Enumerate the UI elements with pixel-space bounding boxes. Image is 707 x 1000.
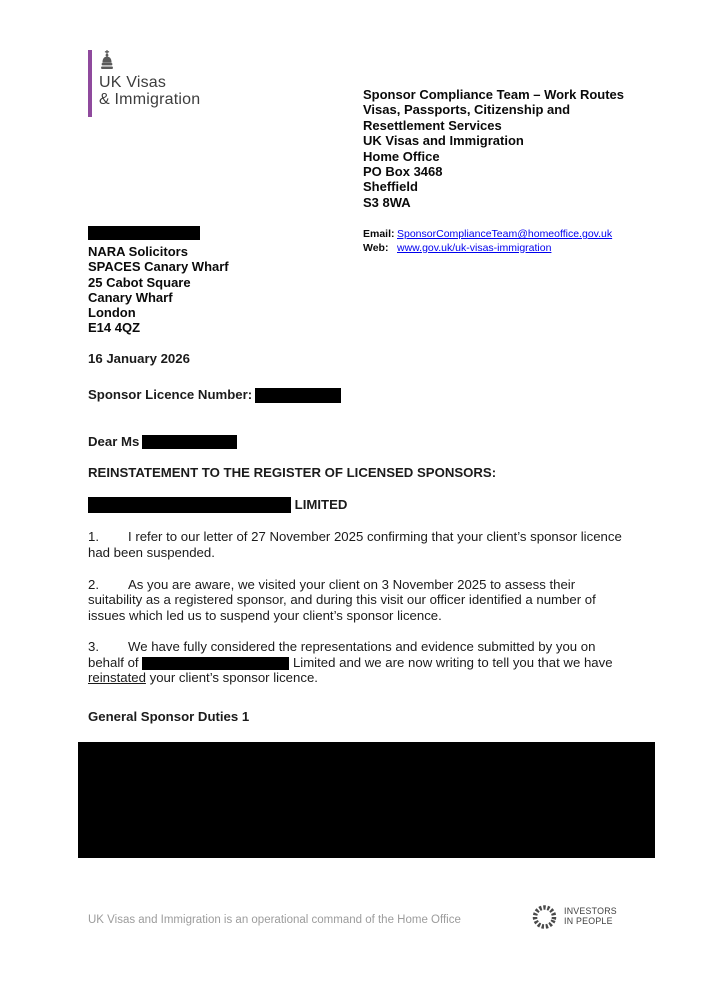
- logo-line2: & Immigration: [99, 90, 201, 108]
- recipient-line: 25 Cabot Square: [88, 274, 191, 290]
- subject-heading: REINSTATEMENT TO THE REGISTER OF LICENSED SPONSORS:: [88, 465, 497, 481]
- iip-text: [564, 907, 617, 927]
- paragraph-number: 1.: [88, 529, 99, 545]
- footer-disclaimer: UK Visas and Immigration is an operational command of the Home Office: [88, 914, 461, 926]
- underlined-word: reinstated: [88, 670, 146, 686]
- paragraph-text: As you are aware, we visited your client on 3 November 2025 to assess their suitability as a registered sponsor, and during this visit our officer identified a number of issues which led us to suspend your client’s sponsor licence.: [88, 576, 596, 623]
- sender-address: [363, 87, 624, 210]
- contact-email-row: [363, 228, 612, 242]
- contact-web-row: [363, 242, 612, 256]
- email-link[interactable]: SponsorComplianceTeam@homeoffice.gov.uk: [397, 228, 613, 240]
- recipient-line: Canary Wharf: [88, 289, 173, 305]
- sender-line: Sheffield: [363, 179, 418, 195]
- web-link[interactable]: www.gov.uk/uk-visas-immigration: [397, 241, 552, 254]
- salutation-prefix: Dear Ms: [88, 433, 140, 449]
- recipient-address: [88, 226, 229, 336]
- paragraph-text: Limited and we are now writing to tell you that we have: [292, 654, 613, 670]
- investors-in-people-logo: [531, 901, 617, 933]
- web-label: Web:: [363, 241, 389, 254]
- paragraph-text: I refer to our letter of 27 November 2025 confirming that your client’s sponsor licence had been suspended.: [88, 529, 622, 560]
- salutation-line: [88, 434, 633, 450]
- iip-line2: IN PEOPLE: [564, 916, 613, 926]
- sender-line: UK Visas and Immigration: [363, 133, 524, 149]
- paragraph-1: [88, 529, 633, 560]
- recipient-line: NARA Solicitors: [88, 244, 188, 259]
- paragraph-number: 3.: [88, 639, 99, 655]
- sender-line: S3 8WA: [363, 194, 411, 210]
- redacted-licence-number: [255, 388, 341, 403]
- sender-line: Sponsor Compliance Team – Work Routes: [363, 87, 625, 102]
- ukvi-logo: [88, 50, 200, 117]
- recipient-line: SPACES Canary Wharf: [88, 259, 229, 275]
- redacted-paragraph-block: [78, 742, 655, 858]
- laurel-wreath-icon: [531, 901, 558, 933]
- redacted-recipient-name: [88, 226, 200, 240]
- licence-number-line: [88, 387, 633, 403]
- company-line: [88, 497, 633, 514]
- section-heading: General Sponsor Duties 1: [88, 709, 250, 725]
- redacted-company-name: [88, 497, 291, 513]
- letter-date: 16 January 2026: [88, 351, 190, 366]
- logo-line1: UK Visas: [99, 74, 167, 91]
- letter-body: [88, 351, 633, 725]
- sender-line: PO Box 3468: [363, 164, 443, 180]
- sender-line: Resettlement Services: [363, 117, 502, 133]
- paragraph-3: [88, 639, 633, 686]
- recipient-line: London: [88, 305, 136, 321]
- paragraph-text: We have fully considered the representations and evidence submitted by you on behalf of: [88, 639, 596, 670]
- iip-line1: INVESTORS: [564, 906, 617, 917]
- crown-icon: [100, 50, 114, 70]
- licence-label: Sponsor Licence Number:: [88, 386, 253, 402]
- logo-identity-bar: [88, 50, 92, 117]
- paragraph-text: your client’s sponsor licence.: [149, 670, 318, 686]
- contact-block: [363, 228, 612, 255]
- recipient-line: E14 4QZ: [88, 320, 141, 336]
- sender-line: Visas, Passports, Citizenship and: [363, 102, 571, 118]
- email-label: Email:: [363, 228, 395, 240]
- redacted-addressee-name: [142, 435, 237, 449]
- paragraph-number: 2.: [88, 576, 99, 592]
- sender-line: Home Office: [363, 148, 440, 164]
- redacted-company-inline: [142, 657, 289, 670]
- company-suffix: LIMITED: [294, 496, 348, 512]
- paragraph-2: [88, 577, 633, 624]
